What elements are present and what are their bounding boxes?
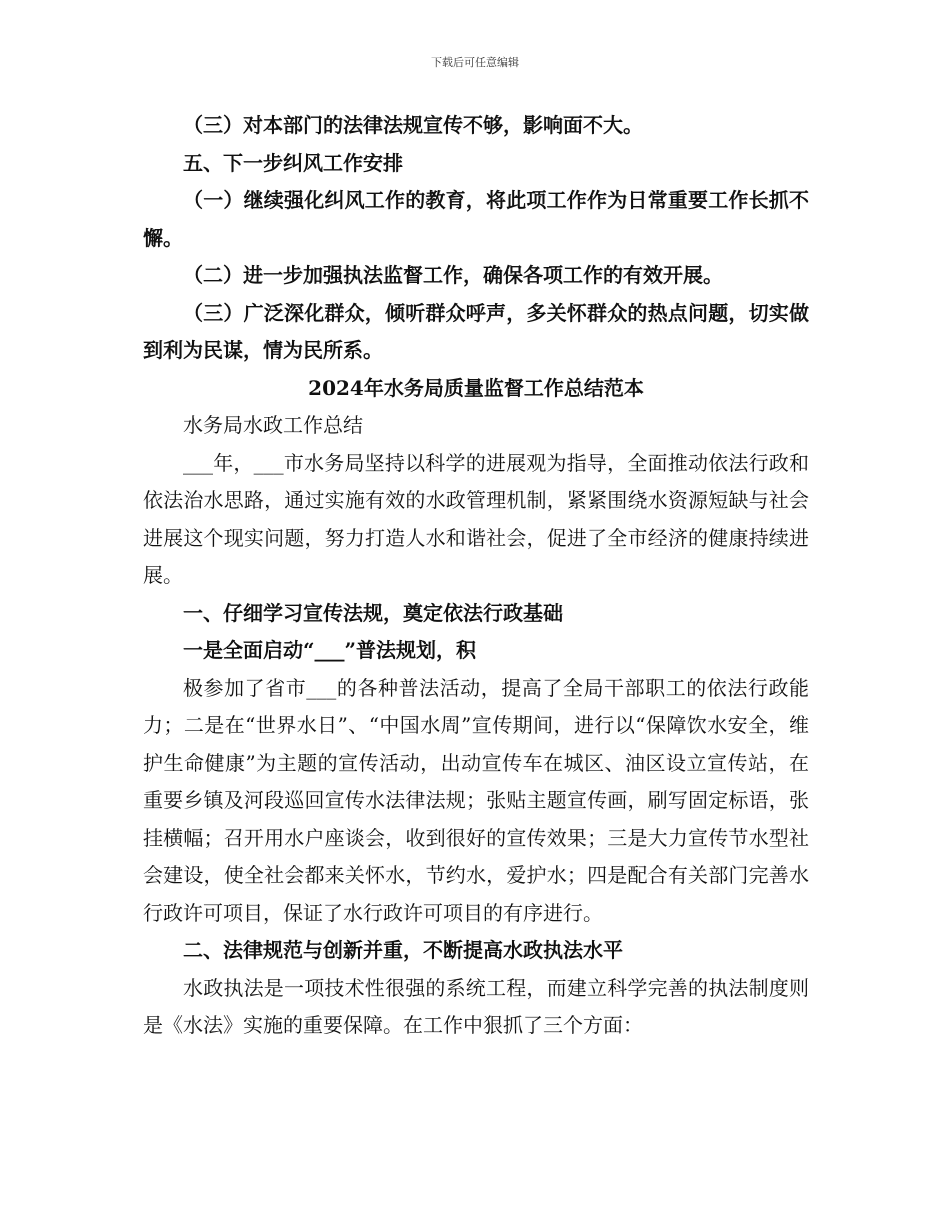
subtitle-water-administration: 水务局水政工作总结 [183,413,363,437]
paragraph-enforcement: 水政执法是一项技术性很强的系统工程，而建立科学完善的执法制度则是《水法》实施的重要保障。在工作中狠抓了三个方面： [143,975,809,1037]
document-body [143,107,809,1045]
paragraph-publicity-activities: 极参加了省市___的各种普法活动，提高了全局干部职工的依法行政能力；二是在“世界水日”、“中国水周”宣传期间，进行以“保障饮水安全，维护生命健康”为主题的宣传活动，出动宣传车在城区、油区设立宣传站，在重要乡镇及河段巡回宣传水法律法规；张贴主题宣传画，刷写固定标语，张挂横幅；召开用水户座谈会，收到很好的宣传效果；三是大力宣传节水型社会建设，使全社会都来关怀水，节约水，爱护水；四是配合有关部门完善水行政许可项目，保证了水行政许可项目的有序进行。 [143,675,809,925]
paragraph-intro: ___年，___市水务局坚持以科学的进展观为指导，全面推动依法行政和依法治水思路，通过实施有效的水政管理机制，紧紧围绕水资源短缺与社会进展这个现实问题，努力打造人水和谐社会，促进了全市经济的健康持续进展。 [143,450,809,587]
paragraph-step-one: （一）继续强化纠风工作的教育，将此项工作作为日常重要工作长抓不懈。 [143,188,809,250]
paragraph-law-plan: 一是全面启动“___”普法规划，积 [183,638,477,662]
heading-next-steps: 五、下一步纠风工作安排 [183,150,403,175]
document-title: 2024年水务局质量监督工作总结范本 [308,375,644,400]
paragraph-step-two: （二）进一步加强执法监督工作，确保各项工作的有效开展。 [183,263,723,287]
paragraph-publicity-insufficient: （三）对本部门的法律法规宣传不够，影响面不大。 [183,113,643,137]
heading-section-one: 一、仔细学习宣传法规，奠定依法行政基础 [183,600,563,625]
paragraph-step-three: （三）广泛深化群众，倾听群众呼声，多关怀群众的热点问题，切实做到利为民谋，情为民所系。 [143,300,809,362]
page-header-note: 下载后可任意编辑 [431,56,519,69]
heading-section-two: 二、法律规范与创新并重，不断提高水政执法水平 [183,938,623,962]
